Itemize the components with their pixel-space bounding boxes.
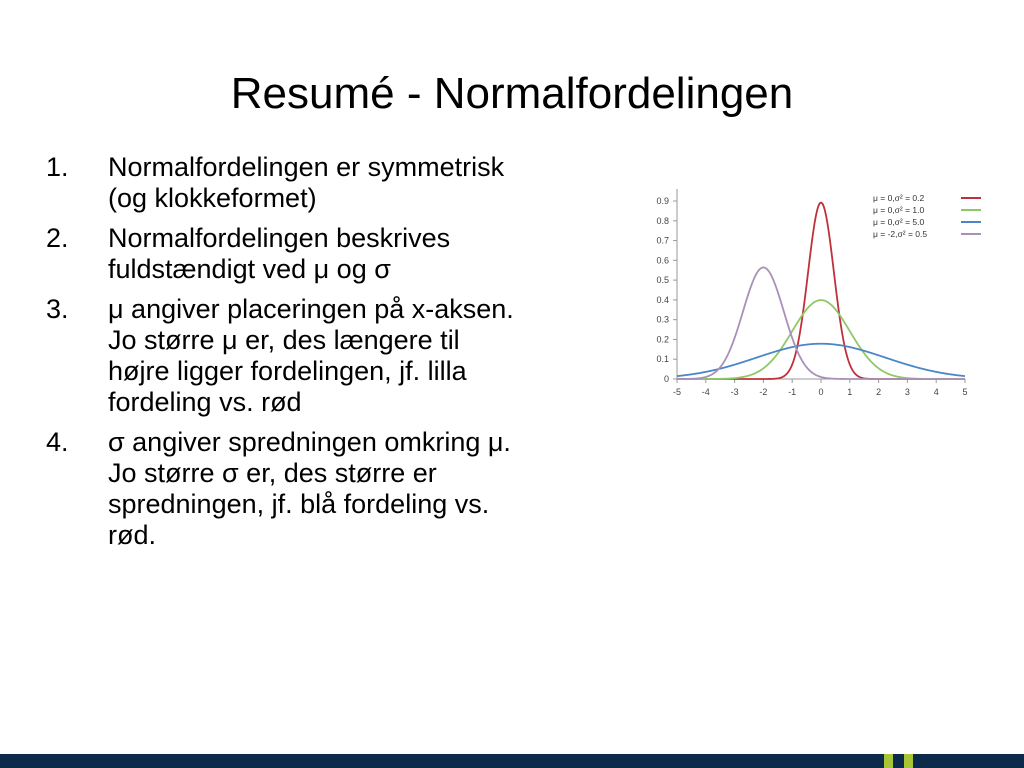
footer-bar: [0, 754, 1024, 768]
item-number: 3.: [46, 294, 69, 324]
chart-svg: [645, 183, 1000, 403]
x-tick-label: 3: [904, 387, 910, 397]
normal-distribution-chart: [645, 183, 1000, 403]
y-tick-label: 0.3: [656, 314, 669, 325]
x-tick-label: 5: [962, 387, 968, 397]
y-tick-label: 0.9: [656, 196, 669, 206]
y-tick-label: 0.7: [656, 235, 669, 246]
bullet-list: [46, 152, 636, 560]
item-number: 4.: [46, 427, 69, 457]
item-number: 1.: [46, 152, 69, 182]
legend-label: μ = 0,σ² = 5.0: [873, 217, 925, 227]
footer-accent-left: [884, 754, 893, 768]
item-text: Normalfordelingen beskrives fuldstændigt ved μ og σ: [108, 223, 451, 284]
list-item: [46, 294, 636, 418]
footer-accent-right: [904, 754, 913, 768]
y-tick-label: 0.1: [656, 354, 669, 365]
list-item: [46, 427, 636, 551]
series-line: [677, 267, 965, 379]
y-tick-label: 0: [663, 374, 669, 384]
x-tick-label: 2: [876, 387, 882, 397]
y-tick-label: 0.6: [656, 255, 669, 266]
legend-label: μ = 0,σ² = 0.2: [873, 193, 925, 203]
item-text: σ angiver spredningen omkring μ. Jo større σ er, des større er spredningen, jf. blå fordeling vs. rød.: [108, 427, 511, 550]
x-tick-label: -2: [759, 387, 768, 397]
x-tick-label: -1: [788, 387, 797, 397]
y-tick-label: 0.2: [656, 334, 669, 345]
item-text: μ angiver placeringen på x-aksen. Jo større μ er, des længere til højre ligger fordelingen, jf. lilla fordeling vs. rød: [108, 294, 514, 417]
legend-label: μ = -2,σ² = 0.5: [873, 229, 928, 239]
item-number: 2.: [46, 223, 69, 253]
y-tick-label: 0.4: [656, 294, 669, 305]
x-tick-label: 0: [818, 387, 824, 397]
y-tick-label: 0.8: [656, 215, 669, 226]
x-tick-label: 4: [933, 387, 939, 397]
x-tick-label: -4: [701, 387, 710, 397]
item-text: Normalfordelingen er symmetrisk (og klokkeformet): [108, 152, 505, 213]
x-tick-label: -3: [730, 387, 739, 397]
x-tick-label: -5: [672, 387, 682, 397]
y-tick-label: 0.5: [656, 275, 669, 286]
slide-title: Resumé - Normalfordelingen: [230, 69, 794, 118]
legend-label: μ = 0,σ² = 1.0: [873, 205, 925, 215]
list-item: [46, 152, 636, 214]
list-item: [46, 223, 636, 285]
x-tick-label: 1: [847, 387, 853, 397]
series-line: [677, 344, 965, 376]
